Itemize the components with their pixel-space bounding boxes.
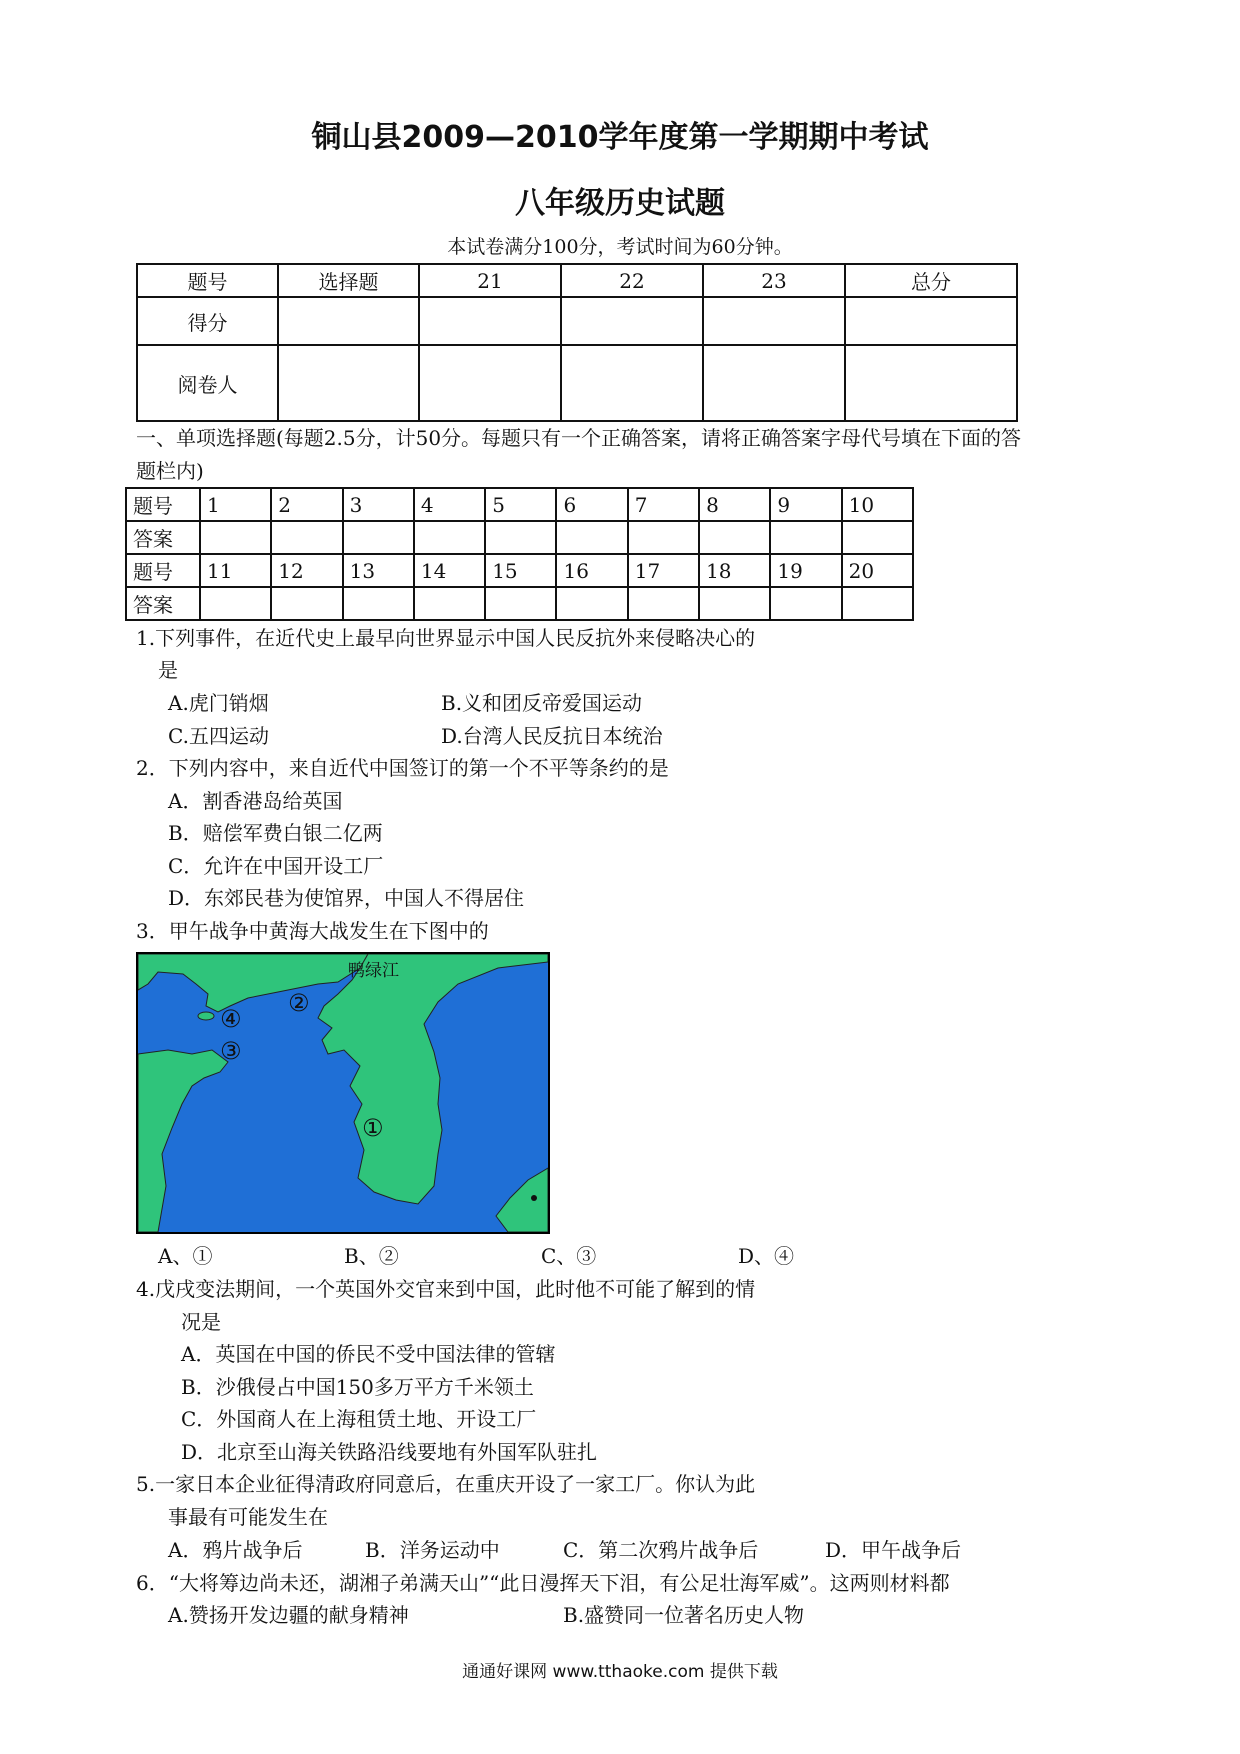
answer-cell (343, 587, 414, 620)
answer-grid-num: 18 (699, 554, 770, 587)
question-1-option-b: B.义和团反帝爱国运动 (441, 691, 643, 715)
yalu-river-label: 鸭绿江 (348, 961, 399, 981)
score-cell (845, 345, 1017, 421)
answer-grid-num: 11 (200, 554, 271, 587)
answer-grid-num: 13 (343, 554, 414, 587)
question-4-stem-cont: 况是 (181, 1310, 221, 1334)
answer-cell (485, 587, 556, 620)
question-1-option-a: A.虎门销烟 (168, 691, 269, 715)
answer-cell (200, 521, 271, 554)
score-cell (845, 297, 1017, 345)
answer-grid-num: 10 (842, 488, 913, 521)
city-dot (531, 1195, 537, 1201)
question-5-stem: 5.一家日本企业征得清政府同意后，在重庆开设了一家工厂。你认为此 (136, 1472, 756, 1496)
answer-grid-num: 4 (414, 488, 485, 521)
question-3-option-b: B、② (344, 1244, 399, 1268)
map-figure (138, 954, 548, 1232)
question-2-stem: 2．下列内容中，来自近代中国签订的第一个不平等条约的是 (136, 756, 669, 780)
page-footer: 通通好课网 www.tthaoke.com 提供下载 (462, 1662, 778, 1682)
answer-cell (842, 521, 913, 554)
question-2-option-a: A．割香港岛给英国 (168, 789, 343, 813)
question-4-stem: 4.戊戌变法期间，一个英国外交官来到中国，此时他不可能了解到的情 (136, 1277, 756, 1301)
answer-cell (414, 587, 485, 620)
answer-cell (842, 587, 913, 620)
answer-grid-num: 20 (842, 554, 913, 587)
question-5-stem-cont: 事最有可能发生在 (168, 1505, 328, 1529)
question-3-option-a: A、① (158, 1244, 213, 1268)
answer-cell (414, 521, 485, 554)
answer-grid-num: 15 (485, 554, 556, 587)
score-header-cell: 选择题 (278, 264, 419, 297)
score-cell (278, 297, 419, 345)
question-4-option-d: D．北京至山海关铁路沿线要地有外国军队驻扎 (181, 1440, 598, 1464)
question-1-option-d: D.台湾人民反抗日本统治 (441, 724, 663, 748)
score-header-cell: 总分 (845, 264, 1017, 297)
marker-2: ② (288, 989, 310, 1017)
score-cell (703, 297, 845, 345)
score-header-cell: 题号 (137, 264, 278, 297)
answer-grid-ans-label: 答案 (126, 587, 200, 620)
score-cell (703, 345, 845, 421)
answer-grid-num: 3 (343, 488, 414, 521)
score-cell (419, 345, 561, 421)
score-cell (278, 345, 419, 421)
score-cell (419, 297, 561, 345)
answer-cell (770, 587, 841, 620)
score-header-cell: 23 (703, 264, 845, 297)
question-5-option-c: C．第二次鸦片战争后 (563, 1538, 759, 1562)
question-1-stem-cont: 是 (158, 658, 178, 682)
island (198, 1012, 214, 1020)
score-cell (561, 345, 703, 421)
score-header-cell: 21 (419, 264, 561, 297)
answer-grid-num-label: 题号 (126, 554, 200, 587)
question-6-option-a: A.赞扬开发边疆的献身精神 (168, 1603, 409, 1627)
answer-grid-num: 1 (200, 488, 271, 521)
section-heading: 一、单项选择题(每题2.5分，计50分。每题只有一个正确答案，请将正确答案字母代号填在下面的答 (136, 426, 1022, 450)
yellow-sea-map (136, 952, 550, 1234)
answer-grid-num: 8 (699, 488, 770, 521)
answer-grid-num-label: 题号 (126, 488, 200, 521)
score-table (136, 263, 1018, 422)
question-6-option-b: B.盛赞同一位著名历史人物 (563, 1603, 805, 1627)
answer-grid-num: 14 (414, 554, 485, 587)
answer-cell (485, 521, 556, 554)
answer-cell (343, 521, 414, 554)
answer-cell (699, 587, 770, 620)
answer-cell (556, 587, 627, 620)
answer-grid-num: 12 (271, 554, 342, 587)
exam-note: 本试卷满分100分，考试时间为60分钟。 (447, 236, 793, 258)
marker-3: ③ (220, 1037, 242, 1065)
question-3-option-d: D、④ (738, 1244, 795, 1268)
answer-grid-num: 7 (628, 488, 699, 521)
answer-grid-num: 2 (271, 488, 342, 521)
answer-cell (628, 587, 699, 620)
question-5-option-a: A．鸦片战争后 (168, 1538, 303, 1562)
answer-grid-num: 19 (770, 554, 841, 587)
answer-cell (271, 521, 342, 554)
question-3-option-c: C、③ (541, 1244, 597, 1268)
question-5-option-b: B．洋务运动中 (365, 1538, 500, 1562)
answer-cell (556, 521, 627, 554)
answer-grid-num: 9 (770, 488, 841, 521)
section-heading-cont: 题栏内) (136, 459, 204, 483)
answer-grid-num: 16 (556, 554, 627, 587)
question-5-option-d: D．甲午战争后 (825, 1538, 962, 1562)
exam-title: 铜山县2009—2010学年度第一学期期中考试 (311, 120, 929, 155)
answer-cell (699, 521, 770, 554)
answer-grid (125, 487, 914, 621)
question-4-option-b: B．沙俄侵占中国150多万平方千米领土 (181, 1375, 534, 1399)
score-cell (561, 297, 703, 345)
question-6-stem: 6．“大将筹边尚未还，湖湘子弟满天山”“此日漫挥天下泪，有公足壮海军威”。这两则材料都 (136, 1571, 950, 1595)
exam-subtitle: 八年级历史试题 (515, 186, 725, 221)
marker-1: ① (362, 1114, 384, 1142)
score-header-cell: 22 (561, 264, 703, 297)
answer-grid-num: 17 (628, 554, 699, 587)
question-2-option-d: D．东郊民巷为使馆界，中国人不得居住 (168, 886, 525, 910)
score-row-label: 得分 (137, 297, 278, 345)
question-2-option-c: C．允许在中国开设工厂 (168, 854, 384, 878)
answer-cell (770, 521, 841, 554)
question-3-stem: 3．甲午战争中黄海大战发生在下图中的 (136, 919, 489, 943)
answer-cell (271, 587, 342, 620)
question-1-option-c: C.五四运动 (168, 724, 269, 748)
answer-grid-num: 6 (556, 488, 627, 521)
score-row-label: 阅卷人 (137, 345, 278, 421)
question-4-option-c: C．外国商人在上海租赁土地、开设工厂 (181, 1407, 537, 1431)
question-4-option-a: A．英国在中国的侨民不受中国法律的管辖 (181, 1342, 556, 1366)
answer-grid-ans-label: 答案 (126, 521, 200, 554)
answer-grid-num: 5 (485, 488, 556, 521)
question-1-stem: 1.下列事件，在近代史上最早向世界显示中国人民反抗外来侵略决心的 (136, 626, 756, 650)
question-2-option-b: B．赔偿军费白银二亿两 (168, 821, 383, 845)
answer-cell (628, 521, 699, 554)
marker-4: ④ (220, 1005, 242, 1033)
answer-cell (200, 587, 271, 620)
